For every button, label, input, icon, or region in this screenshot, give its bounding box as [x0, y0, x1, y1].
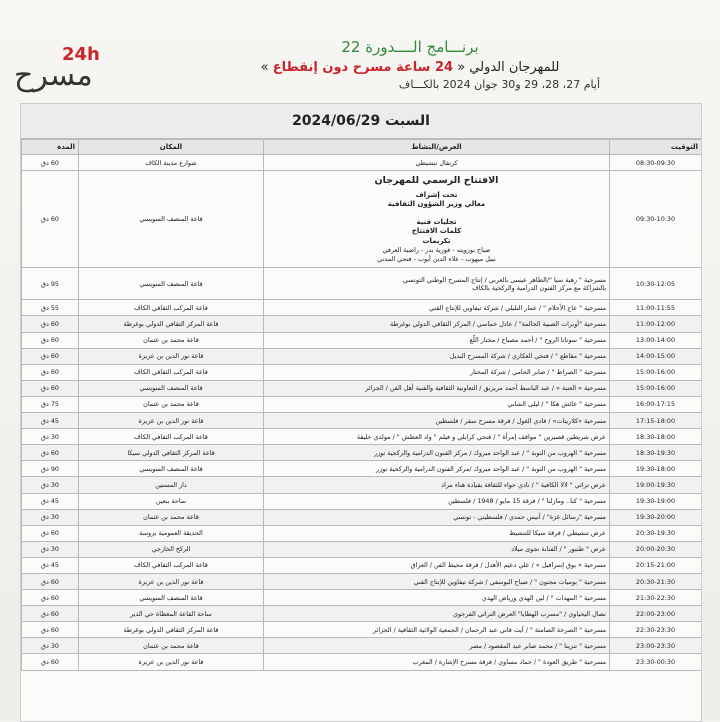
row-duration: 60 دق	[22, 316, 79, 332]
col-time-header: التوقيت	[610, 140, 702, 155]
row-place: قاعة المركز الثقافي الدولي سيكا	[79, 445, 264, 461]
row-time: 19:30-18:00	[610, 461, 702, 477]
row-place: قاعة المركز الثقافي الدولي بوغرطة	[79, 622, 264, 638]
row-show-line2: بالشراكة مع مركز الفنون الدرامية والركحية بالكاف	[472, 283, 606, 292]
row-duration: 30 دق	[22, 429, 79, 445]
row-place: قاعة المركب الثقافي الكاف	[79, 364, 264, 380]
row-place: قاعة نور الدين بن عزيزة	[79, 413, 264, 429]
row-duration: 60 دق	[22, 590, 79, 606]
table-row	[22, 606, 702, 622]
row-time: 20:30-21:30	[610, 573, 702, 589]
row-place: قاعة المنصف السويسي	[79, 590, 264, 606]
row-time: 18:30-19:30	[610, 445, 702, 461]
row-show: مسرحية " الهروب من النوبة " / عبد الواحد مبروك / مركز الفنون الدرامية والركحية توزر	[264, 445, 610, 461]
table-row	[22, 380, 702, 396]
row-duration: 55 دق	[22, 300, 79, 316]
row-time: 17:15-18:00	[610, 413, 702, 429]
row-time: 16:00-17:15	[610, 396, 702, 412]
row-place: شوارع مدينة الكاف	[79, 155, 264, 171]
col-duration-header: المدة	[22, 140, 79, 155]
row-time: 23:30-00:30	[610, 654, 702, 670]
row-time: 19:30-19:00	[610, 493, 702, 509]
row-show: عرض تنشيطي / فرقة سيكا للتنشيط	[264, 525, 610, 541]
row-show: مسرحية « العتبة » / عبد الباسط أحمد مريزيق / التعاونية الثقافية والفنية أهل الفن / الجزائر	[264, 380, 610, 396]
row-duration: 60 دق	[22, 171, 79, 268]
row-show: مسرحية "أوبرات الصبية الحالمة" / عادل خماسي / المركز الثقافي الدولي بوغرطة	[264, 316, 610, 332]
row-duration: 60 دق	[22, 573, 79, 589]
table-row	[22, 638, 702, 654]
row-time: 09:30-10:30	[610, 171, 702, 268]
row-show: عرض تراثي " لالا الكافية " / نادي حواء للثقافة بقيادة هناء مراد	[264, 477, 610, 493]
row-duration: 60 دق	[22, 348, 79, 364]
logo-text: مسرح	[14, 58, 93, 93]
row-time: 13:00-14:00	[610, 332, 702, 348]
schedule-card	[20, 103, 702, 722]
table-row	[22, 155, 702, 171]
row-duration: 60 دق	[22, 654, 79, 670]
row-duration: 60 دق	[22, 525, 79, 541]
row-show-line1: مسرحية " رهبة سبا "/الطاهر عيسى بالعربي / إنتاج المسرح الوطني التونسي	[403, 275, 606, 284]
table-row	[22, 316, 702, 332]
row-place: قاعة محمد بن عثمان	[79, 509, 264, 525]
subtitle-suffix: »	[260, 60, 269, 75]
row-place: ساحة القاعة المغطاة حي الدير	[79, 606, 264, 622]
row-duration: 95 دق	[22, 268, 79, 300]
table-row	[22, 541, 702, 557]
table-header-row	[22, 140, 702, 155]
row-duration: 60 دق	[22, 332, 79, 348]
row-time: 14:00-15:00	[610, 348, 702, 364]
row-place: ساحة بنعين	[79, 493, 264, 509]
row-show: مسرحية «كلاريتات» / فادي الغول / فرقة مسرح سفر / فلسطين	[264, 413, 610, 429]
row-show: مسرحية " مقاطع " / فتحي العكاري / شركة المسرح البديل	[264, 348, 610, 364]
row-duration: 90 دق	[22, 461, 79, 477]
row-show: مسرحية " كنا.. ومازلنا " / فرقة 15 مايو / 1948 / فلسطين	[264, 493, 610, 509]
row-place: قاعة المنصف السويسي	[79, 268, 264, 300]
row-duration: 75 دق	[22, 396, 79, 412]
row-show: مسرحية " الصراط " / صابر الحامي / شركة المختار	[264, 364, 610, 380]
row-place: قاعة المركب الثقافي الكاف	[79, 557, 264, 573]
opening-item-3: تكريمات	[422, 236, 451, 245]
row-time: 19:30-20:00	[610, 509, 702, 525]
program-title: برنـــامج الــــدورة 22	[341, 38, 479, 56]
opening-item-2: كلمات الافتتاح	[411, 227, 462, 236]
honorees-line2: نبيل ميهوب - علاء الدين أيوب - فتحي المدني	[377, 254, 496, 263]
table-row	[22, 557, 702, 573]
row-show: مسرحية "رسائل غزة" / أنيس حمدي / فلسطيني - تونسي	[264, 509, 610, 525]
row-time: 19:00-19:30	[610, 477, 702, 493]
row-place: الركح الخارجي	[79, 541, 264, 557]
row-show: نضال اليحياوي / "مسرب الهطايا" العرض التراثي الفرجوي	[264, 606, 610, 622]
row-place: قاعة المنصف السويسي	[79, 171, 264, 268]
table-row	[22, 396, 702, 412]
row-show: مسرحية " الصرخة الصامتة " / آيت قاني عبد الرحمان / الجمعية الولائية الثقافية / الجزائر	[264, 622, 610, 638]
row-duration: 30 دق	[22, 477, 79, 493]
row-duration: 60 دق	[22, 606, 79, 622]
row-place: قاعة محمد بن عثمان	[79, 638, 264, 654]
row-duration: 30 دق	[22, 541, 79, 557]
opening-row	[22, 171, 702, 268]
row-duration: 30 دق	[22, 638, 79, 654]
row-place: قاعة نور الدين بن عزيزة	[79, 348, 264, 364]
row-show: كرنفال تنشيطي	[264, 155, 610, 171]
logo-badge: 24h	[62, 44, 100, 65]
table-row	[22, 654, 702, 670]
row-time: 23:00-23:30	[610, 638, 702, 654]
table-row	[22, 525, 702, 541]
row-show: مسرحية " بوميات مجنون " / صباح البوسفي / شركة تيفاوين للإنتاج الفني	[264, 573, 610, 589]
subtitle-prefix: للمهرجان الدولي «	[457, 60, 560, 75]
table-row	[22, 622, 702, 638]
row-time: 22:00-23:00	[610, 606, 702, 622]
program-header	[180, 38, 640, 91]
row-show: مسرحية « بوق إسرافيل » / علي دعيم الأهدل / فرقة محيط الفن / العراق	[264, 557, 610, 573]
row-time: 10:30-12:05	[610, 268, 702, 300]
row-place: قاعة المنصف السويسي	[79, 461, 264, 477]
row-duration: 45 دق	[22, 493, 79, 509]
table-row	[22, 493, 702, 509]
row-time: 21:30-22:30	[610, 590, 702, 606]
table-row	[22, 509, 702, 525]
row-place: قاعة المنصف السويسي	[79, 380, 264, 396]
row-show: مسرحية " عاج الأحلام " / عمار التليلي / شركة تيفاوين للإنتاج الفني	[264, 300, 610, 316]
festival-logo	[14, 40, 104, 100]
day-title: السبت 2024/06/29	[21, 104, 701, 139]
row-time: 20:30-19:30	[610, 525, 702, 541]
row-duration: 60 دق	[22, 622, 79, 638]
table-row	[22, 477, 702, 493]
festival-dates: أيام 27، 28، 29 و30 جوان 2024 بالكـــاف	[398, 78, 600, 91]
table-row	[22, 364, 702, 380]
row-show: عرض شريطين قصيرين " مواقف إمرأة " / فتحي كرابلي و فيلم " واد العطش " / مولدي خليفة	[264, 429, 610, 445]
schedule-table	[21, 139, 702, 671]
table-row	[22, 445, 702, 461]
row-duration: 60 دق	[22, 445, 79, 461]
table-row	[22, 590, 702, 606]
row-place: قاعة محمد بن عثمان	[79, 396, 264, 412]
honorees-line1: صباح بوزويته - فوزية بدر - راضية العرفي	[382, 246, 491, 255]
table-row	[22, 573, 702, 589]
row-time: 18:30-18:00	[610, 429, 702, 445]
table-row	[22, 429, 702, 445]
row-time: 15:00-16:00	[610, 364, 702, 380]
opening-patron-line1: تحت إشراف	[415, 190, 458, 199]
row-place: قاعة محمد بن عثمان	[79, 332, 264, 348]
row-duration: 30 دق	[22, 509, 79, 525]
row-time: 22:30-23:30	[610, 622, 702, 638]
opening-patron-line2: معالي وزير الشؤون الثقافية	[387, 200, 486, 209]
row-show: مسرحية " الهروب من النوبة " / عبد الواحد مبروك /مركز الفنون الدرامية والركحية توزر	[264, 461, 610, 477]
row-place: قاعة المركز الثقافي الدولي بوغرطة	[79, 316, 264, 332]
row-duration: 45 دق	[22, 557, 79, 573]
row-time: 20:00-20:30	[610, 541, 702, 557]
row-show: مسرحية " تنزينا " / محمد صابر عبد المقصود / مصر	[264, 638, 610, 654]
row-place: قاعة المركب الثقافي الكاف	[79, 429, 264, 445]
row-duration: 60 دق	[22, 155, 79, 171]
row-time: 15:00-16:00	[610, 380, 702, 396]
row-show: مسرحية " المهدات " / لين الهدي ورياض الهدي	[264, 590, 610, 606]
opening-ceremony-cell	[264, 171, 610, 268]
row-show: مسرحية " عائش هكا " / ليلى الشابي	[264, 396, 610, 412]
table-row	[22, 332, 702, 348]
row-time: 11:00-12:00	[610, 316, 702, 332]
table-row	[22, 268, 702, 300]
row-time: 11:00-11:55	[610, 300, 702, 316]
row-show	[264, 268, 610, 300]
program-subtitle	[180, 60, 640, 75]
row-show: مسرحية " طريق العودة " / حماد مساوي / فرقة مسرح الإشارة / المغرب	[264, 654, 610, 670]
row-place: الحديقة العمومية بزوسة	[79, 525, 264, 541]
row-show: مسرحية " سوناتا الروح " / أحمد مصباح / مختار اللّغ	[264, 332, 610, 348]
row-place: دار المسنين	[79, 477, 264, 493]
subtitle-festival-name: 24 ساعة مسرح دون إنقطاع	[272, 60, 454, 75]
table-row	[22, 300, 702, 316]
row-place: قاعة المركب الثقافي الكاف	[79, 300, 264, 316]
opening-title: الافتتاح الرسمي للمهرجان	[374, 175, 499, 187]
row-time: 08:30-09:30	[610, 155, 702, 171]
row-place: قاعة نور الدين بن عزيزة	[79, 573, 264, 589]
table-row	[22, 461, 702, 477]
col-show-header: العرض/النشاط	[264, 140, 610, 155]
table-row	[22, 348, 702, 364]
opening-item-1: تجليات فنية	[416, 217, 457, 226]
row-duration: 60 دق	[22, 364, 79, 380]
table-row	[22, 413, 702, 429]
row-duration: 60 دق	[22, 380, 79, 396]
row-show: عرض " طنبور " / الفنانة نجوى ميلاد	[264, 541, 610, 557]
col-place-header: المكان	[79, 140, 264, 155]
row-duration: 45 دق	[22, 413, 79, 429]
row-place: قاعة نور الدين بن عزيزة	[79, 654, 264, 670]
row-time: 20:15-21:00	[610, 557, 702, 573]
